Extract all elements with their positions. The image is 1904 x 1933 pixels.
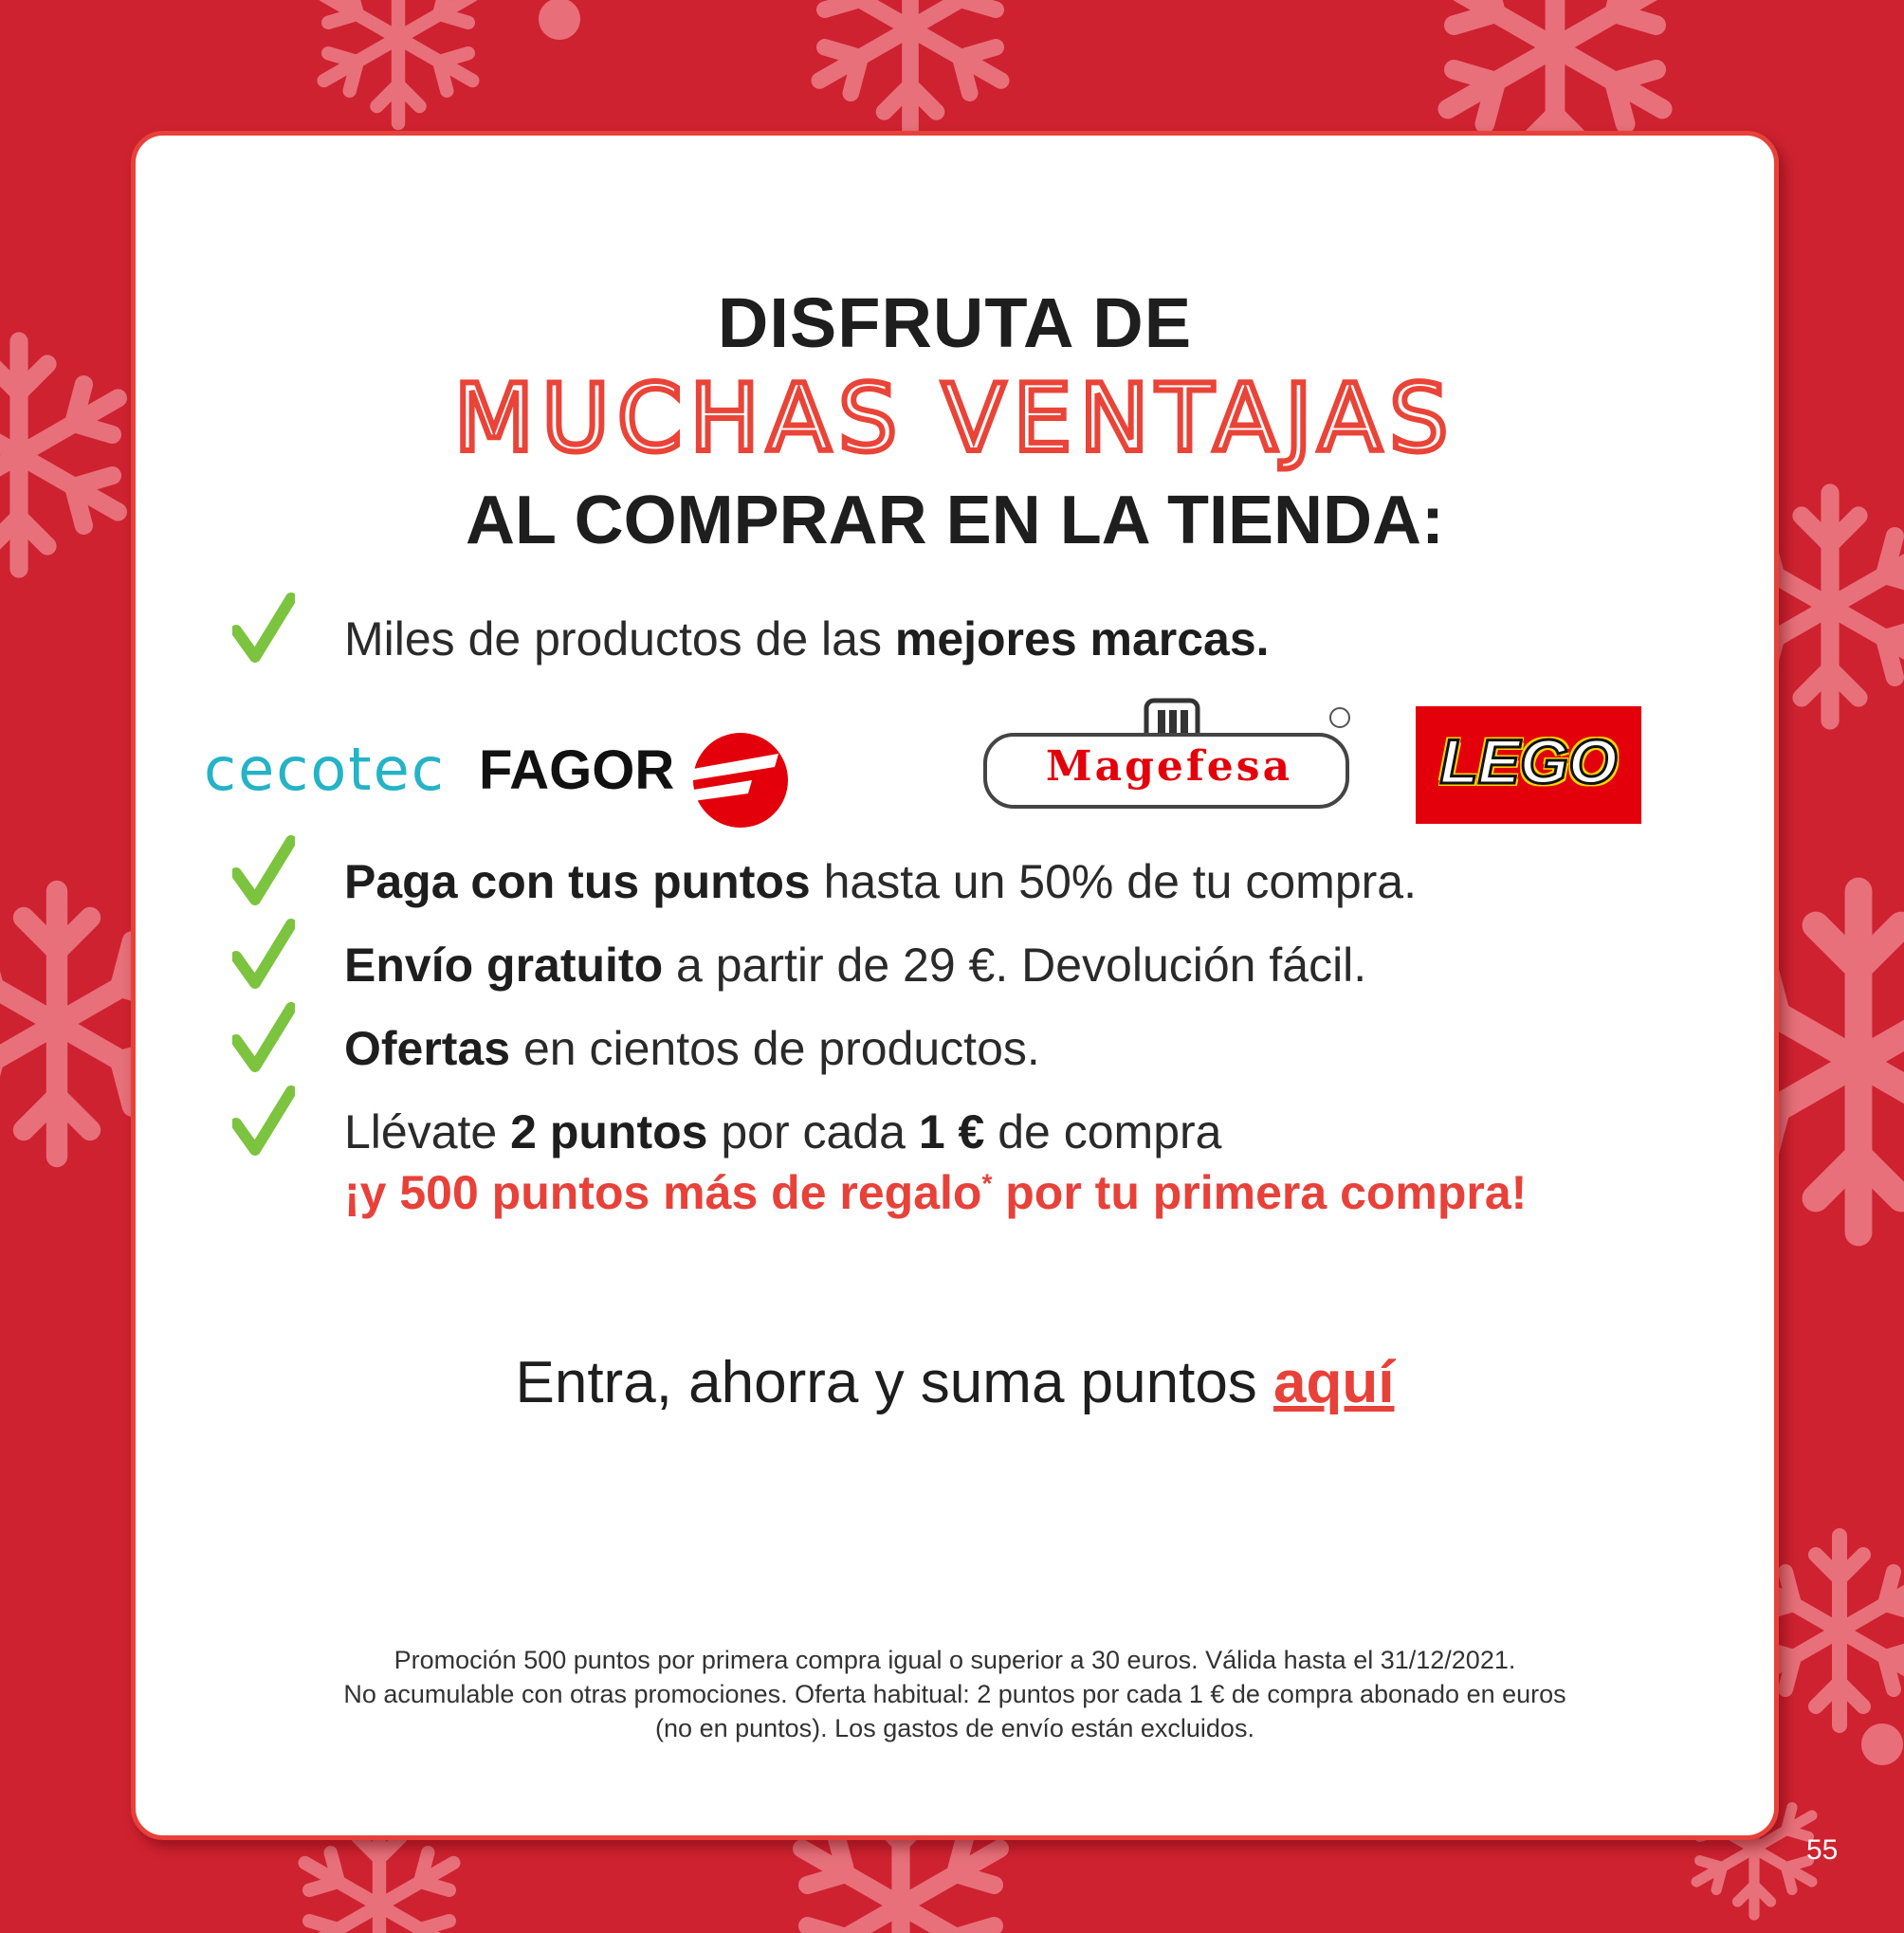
snowflake-icon: [1757, 1536, 1904, 1725]
benefit-bold-text: 2 puntos: [510, 1105, 708, 1158]
benefit-text: a partir de 29 €. Devolución fácil.: [663, 939, 1367, 992]
here-link[interactable]: aquí: [1273, 1350, 1395, 1415]
legal-line: (no en puntos). Los gastos de envío están excluidos.: [655, 1714, 1254, 1742]
snowflake-icon: [0, 341, 118, 569]
benefit-earn-points: [344, 1104, 1221, 1159]
cta-text: Entra, ahorra y suma puntos: [515, 1350, 1274, 1415]
footnote-mark: *: [981, 1168, 993, 1198]
benefit-gift-points: [344, 1165, 1527, 1220]
benefit-text: en cientos de productos.: [510, 1022, 1040, 1075]
magefesa-logo-text: Magefesa: [1045, 742, 1293, 791]
benefit-brands: [344, 611, 1270, 666]
check-icon: [232, 593, 295, 663]
benefit-pay-with-points: [344, 854, 1417, 909]
check-icon: [232, 919, 295, 989]
legal-line: No acumulable con otras promociones. Oferta habitual: 2 puntos por cada 1 € de compra abonado en euros: [343, 1680, 1566, 1708]
cta-line: [136, 1349, 1774, 1416]
heading-line-3: AL COMPRAR EN LA TIENDA:: [466, 483, 1444, 558]
benefit-text: Miles de productos de las: [344, 612, 895, 666]
heading-line-1: DISFRUTA DE: [717, 283, 1193, 362]
lego-logo-text: LEGO: [1439, 726, 1618, 796]
benefits-card: [131, 131, 1779, 1840]
magefesa-logo: [979, 697, 1359, 811]
snowflake-icon: [819, 0, 1000, 133]
legal-line: Promoción 500 puntos por primera compra igual o superior a 30 euros. Válida hasta el 31/12/2021.: [394, 1646, 1516, 1674]
benefit-text: hasta un 50% de tu compra.: [810, 855, 1417, 908]
benefit-bold-text: Paga con tus puntos: [344, 855, 811, 908]
benefit-free-shipping: [344, 938, 1366, 993]
benefit-text: Llévate: [344, 1105, 511, 1158]
benefit-text: por cada: [707, 1105, 919, 1158]
benefit-bold-text: mejores marcas.: [894, 612, 1270, 666]
heading-line-2: MUCHAS VENTAJAS: [453, 365, 1456, 473]
page-number: 55: [1806, 1834, 1839, 1866]
fagor-emblem-icon: [693, 731, 788, 830]
check-icon: [232, 1085, 295, 1156]
fagor-logo: [479, 731, 792, 835]
benefit-offers: [344, 1021, 1040, 1076]
check-icon: [232, 1002, 295, 1072]
legal-notice: [136, 1643, 1774, 1745]
benefit-bold-text: Ofertas: [344, 1022, 511, 1075]
benefit-bold-text: Envío gratuito: [344, 939, 664, 992]
lego-logo: [1416, 706, 1641, 824]
cecotec-logo: cecotec: [204, 735, 446, 804]
check-icon: [232, 835, 295, 905]
benefit-text: de compra: [984, 1105, 1222, 1158]
gift-text-end: por tu primera compra!: [992, 1166, 1528, 1219]
gift-text: ¡y 500 puntos más de regalo: [344, 1166, 982, 1219]
snowflake-icon: [324, 0, 473, 123]
fagor-logo-text: FAGOR: [479, 739, 675, 801]
benefit-bold-text: 1 €: [918, 1105, 985, 1158]
